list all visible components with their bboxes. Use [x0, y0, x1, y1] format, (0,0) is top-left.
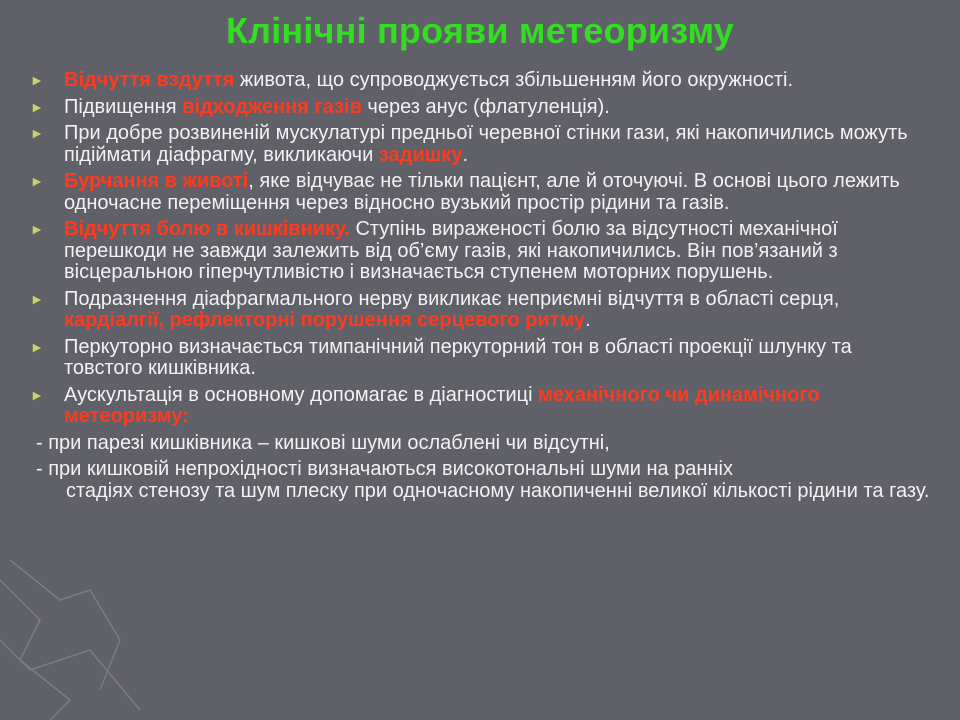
highlighted-text: відходження газів	[182, 95, 362, 118]
triangle-bullet-icon: ►	[30, 173, 44, 189]
bullet-item	[28, 171, 933, 214]
dash-item-obstruction-rest: стадіях стенозу та шум плеску при одночасному накопиченні великої кількості рідини та газу.	[66, 479, 930, 502]
bullet-text: Ступінь вираженості болю за відсутності механічної перешкоди не завжди залежить від об’єму газів, які накопичились. Він пов’язаний з вісцеральною гіперчутливістю і визначається ступенем моторних порушень.	[64, 218, 838, 283]
highlighted-text: Відчуття болю в кишківнику.	[64, 218, 350, 240]
dash-item-paresis: - при парезі кишківника – кишкові шуми ослаблені чи відсутні,	[36, 431, 610, 454]
bullet-item	[28, 219, 933, 284]
triangle-bullet-icon: ►	[30, 290, 44, 307]
triangle-bullet-icon: ►	[30, 125, 44, 141]
highlighted-text: механічного чи динамічного метеоризму:	[64, 383, 820, 427]
bullet-text: , яке відчуває не тільки пацієнт, але й оточуючі. В основі цього лежить одночасне переміщення через відносно вузький простір рідини та газів.	[64, 170, 900, 214]
bullet-item	[28, 70, 933, 92]
bullet-text: .	[585, 309, 591, 331]
triangle-bullet-icon: ►	[30, 221, 44, 237]
bullet-list	[28, 70, 933, 502]
triangle-bullet-icon: ►	[30, 98, 44, 115]
bullet-text: живота, що супроводжується збільшенням його окружності.	[234, 69, 794, 91]
bullet-text: Перкуторно визначається тимпанічний перкуторний тон в області проекції шлунку та товстого кишківника.	[64, 335, 852, 379]
bullet-item	[28, 337, 933, 380]
triangle-bullet-icon: ►	[30, 72, 44, 88]
bullet-text: При добре розвиненій мускулатурі предньої черевної стінки гази, які накопичились можуть підіймати діафрагму, викликаючи	[64, 122, 908, 166]
highlighted-text: Бурчання в животі	[64, 170, 249, 192]
bullet-text: Подразнення діафрагмального нерву викликає неприємні відчуття в області серця,	[64, 287, 840, 310]
bullet-item	[28, 289, 933, 332]
bullet-item	[28, 385, 933, 428]
bullet-item	[28, 123, 933, 166]
highlighted-text: задишку	[378, 143, 463, 166]
bullet-text: .	[462, 143, 468, 166]
highlighted-text: Відчуття вздуття	[64, 69, 235, 91]
triangle-bullet-icon: ►	[30, 338, 44, 355]
bullet-text: Аускультація в основному допомагає в діагностиці	[64, 383, 539, 406]
bullet-text: через анус (флатуленція).	[361, 95, 610, 118]
slide-title: Клінічні прояви метеоризму	[225, 10, 735, 51]
dash-item-obstruction	[28, 459, 933, 502]
decorative-lines	[0, 560, 240, 720]
dash-item-obstruction-first: - при кишковій непрохідності визначаються високотональні шуми на ранніх	[36, 458, 733, 480]
bullet-item	[28, 97, 933, 119]
triangle-bullet-icon: ►	[30, 386, 44, 403]
highlighted-text: кардіалгії, рефлекторні порушення серцевого ритму	[64, 309, 586, 331]
bullet-text: Підвищення	[64, 95, 183, 118]
